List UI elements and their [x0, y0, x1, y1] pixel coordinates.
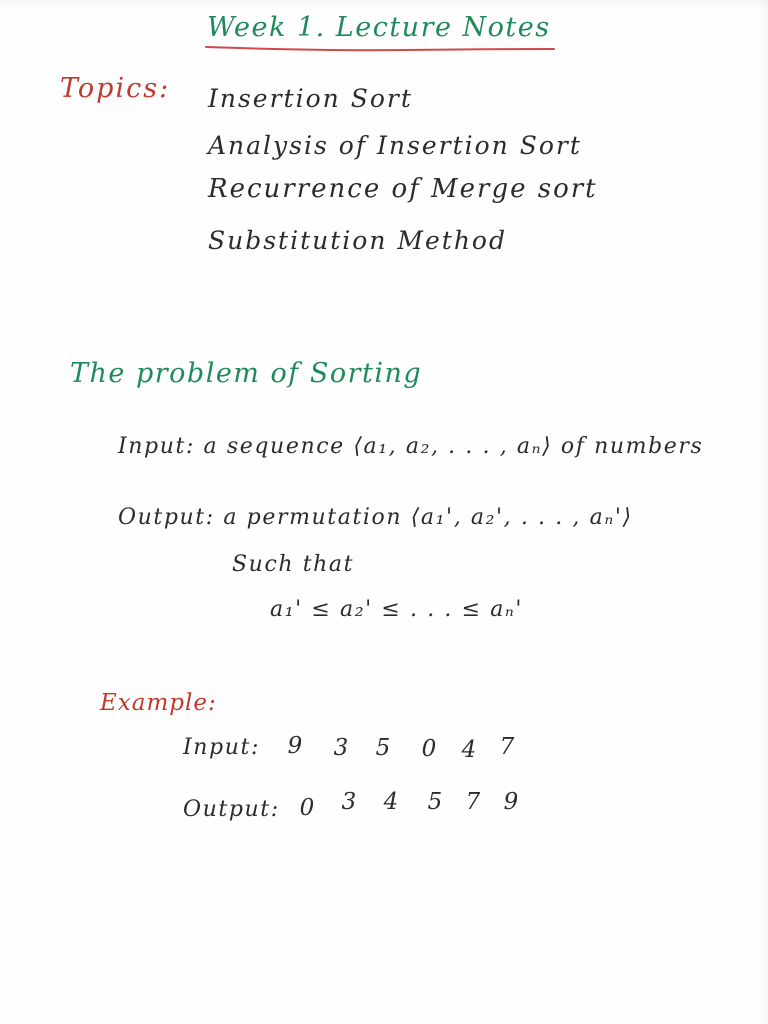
topic-item-insertion-sort: Insertion Sort: [208, 84, 413, 113]
example-input-value: 3: [333, 735, 349, 761]
example-output-label: Output:: [183, 797, 280, 822]
page-edge-shadow-right: [758, 0, 768, 1024]
topics-label: Topics:: [60, 73, 171, 104]
example-input-label: Input:: [183, 735, 260, 760]
page-title: Week 1. Lecture Notes: [207, 12, 551, 43]
example-input-value: 7: [499, 734, 515, 760]
example-input-value: 0: [421, 736, 437, 762]
topic-item-analysis-insertion-sort: Analysis of Insertion Sort: [208, 131, 582, 160]
example-output-value: 4: [383, 789, 399, 815]
page-edge-shadow-top: [0, 0, 768, 8]
topic-item-substitution-method: Substitution Method: [208, 226, 507, 255]
example-output-value: 5: [427, 789, 443, 815]
example-output-value: 0: [299, 795, 315, 821]
example-input-value: 4: [461, 737, 477, 763]
example-input-value: 9: [287, 733, 303, 759]
output-definition: Output: a permutation ⟨a₁', a₂', . . . , aₙ'⟩: [118, 505, 633, 530]
ordering-condition: a₁' ≤ a₂' ≤ . . . ≤ aₙ': [270, 597, 524, 622]
such-that-text: Such that: [232, 552, 355, 577]
topic-item-recurrence-merge-sort: Recurrence of Merge sort: [208, 174, 598, 204]
example-output-value: 9: [503, 789, 519, 815]
example-label: Example:: [100, 690, 217, 716]
section-heading-sorting: The problem of Sorting: [70, 358, 423, 389]
input-definition: Input: a sequence ⟨a₁, a₂, . . . , aₙ⟩ of numbers: [118, 434, 704, 459]
example-input-value: 5: [375, 735, 391, 761]
example-output-value: 7: [465, 789, 481, 815]
title-underline: [204, 44, 556, 54]
example-output-value: 3: [341, 789, 357, 815]
